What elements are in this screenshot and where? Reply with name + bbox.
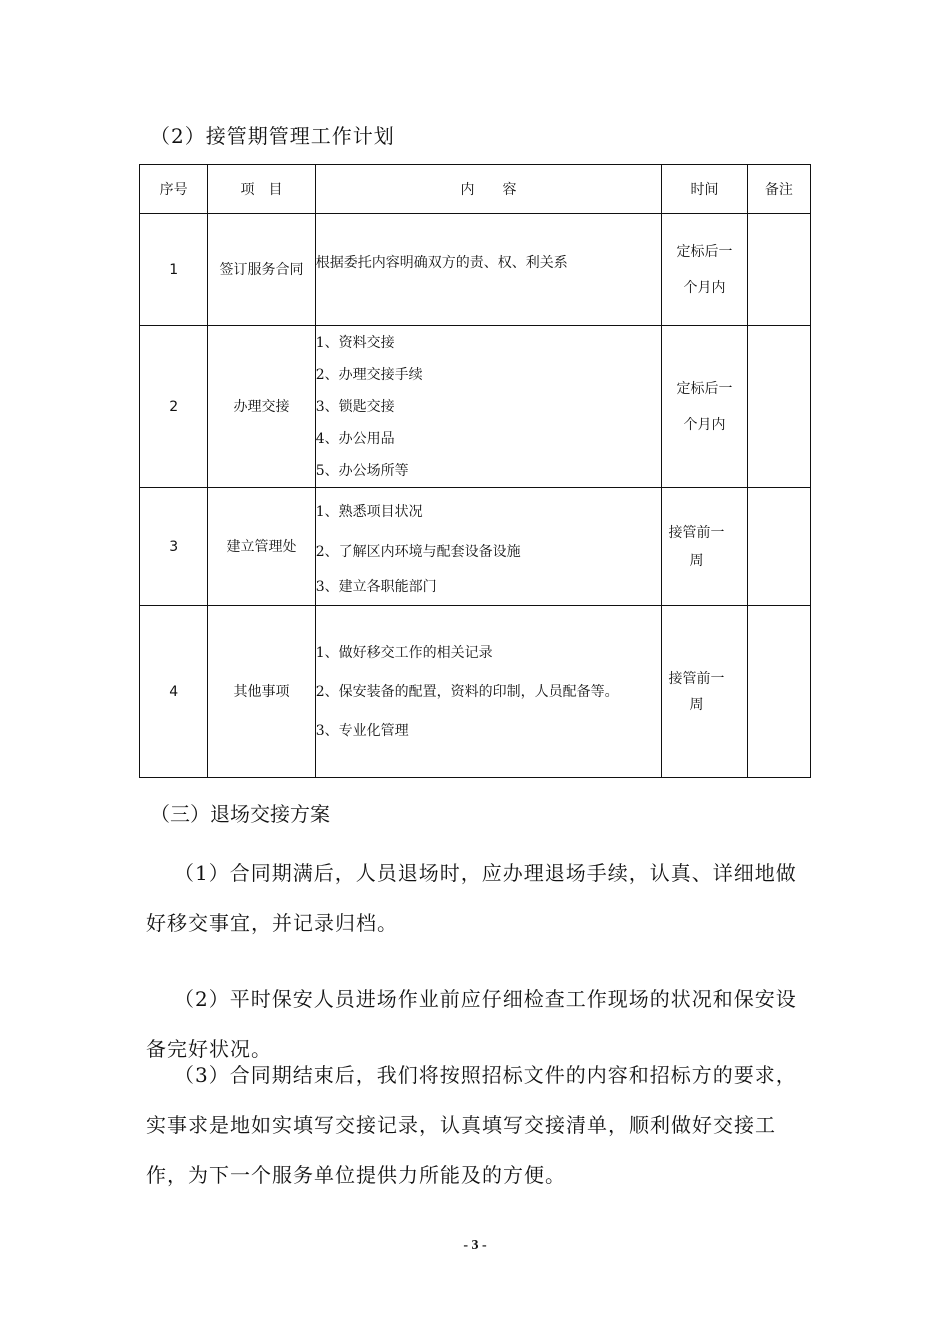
row-item: 建立管理处 [208, 488, 315, 606]
paragraph: （3）合同期结束后，我们将按照招标文件的内容和招标方的要求，实事求是地如实填写交接记录，认真填写交接清单，顺利做好交接工作，为下一个服务单位提供力所能及的方便。 [146, 1063, 797, 1187]
management-plan-table [139, 164, 811, 778]
table-row [140, 606, 811, 778]
page-number: - 3 - [463, 1238, 487, 1253]
table-row [140, 214, 811, 326]
row-time: 定标后一个月内 [662, 214, 747, 326]
row-item: 其他事项 [208, 606, 315, 778]
content-line: 2、办理交接手续 [315, 366, 423, 383]
table-row [140, 326, 811, 488]
row-note [747, 488, 810, 606]
row-note [747, 214, 810, 326]
row-note [747, 326, 810, 488]
content-line: 根据委托内容明确双方的责、权、利关系 [315, 255, 568, 271]
row-number: 2 [140, 326, 208, 488]
row-item: 办理交接 [208, 326, 315, 488]
content-line: 1、熟悉项目状况 [315, 503, 423, 520]
row-note [747, 606, 810, 778]
table-heading: （2）接管期管理工作计划 [150, 124, 395, 148]
row-content [315, 214, 662, 326]
content-line: 4、办公用品 [315, 430, 395, 447]
row-item: 签订服务合同 [208, 214, 315, 326]
header-no: 序号 [140, 165, 208, 214]
table-header-row [140, 165, 811, 214]
header-note: 备注 [747, 165, 810, 214]
content-line: 5、办公场所等 [315, 462, 409, 479]
content-line: 2、了解区内环境与配套设备设施 [315, 543, 521, 560]
paragraph: （1）合同期满后，人员退场时，应办理退场手续，认真、详细地做好移交事宜，并记录归档。 [146, 861, 797, 935]
content-line: 1、资料交接 [315, 334, 395, 351]
row-time: 定标后一个月内 [662, 326, 747, 488]
row-content [315, 488, 662, 606]
row-content [315, 326, 662, 488]
content-line: 2、保安装备的配置，资料的印制，人员配备等。 [315, 683, 619, 700]
row-number: 1 [140, 214, 208, 326]
row-number: 4 [140, 606, 208, 778]
section-heading: （三）退场交接方案 [150, 802, 330, 826]
row-number: 3 [140, 488, 208, 606]
header-content: 内 容 [315, 165, 662, 214]
table-row [140, 488, 811, 606]
row-time: 接管前一周 [662, 606, 747, 778]
content-line: 3、专业化管理 [315, 722, 409, 739]
row-content [315, 606, 662, 778]
header-item: 项 目 [208, 165, 315, 214]
content-line: 3、锁匙交接 [315, 398, 395, 415]
row-time: 接管前一周 [662, 488, 747, 606]
header-time: 时间 [662, 165, 747, 214]
paragraph: （2）平时保安人员进场作业前应仔细检查工作现场的状况和保安设备完好状况。 [146, 987, 797, 1061]
content-line: 3、建立各职能部门 [315, 578, 437, 595]
content-line: 1、做好移交工作的相关记录 [315, 644, 493, 661]
